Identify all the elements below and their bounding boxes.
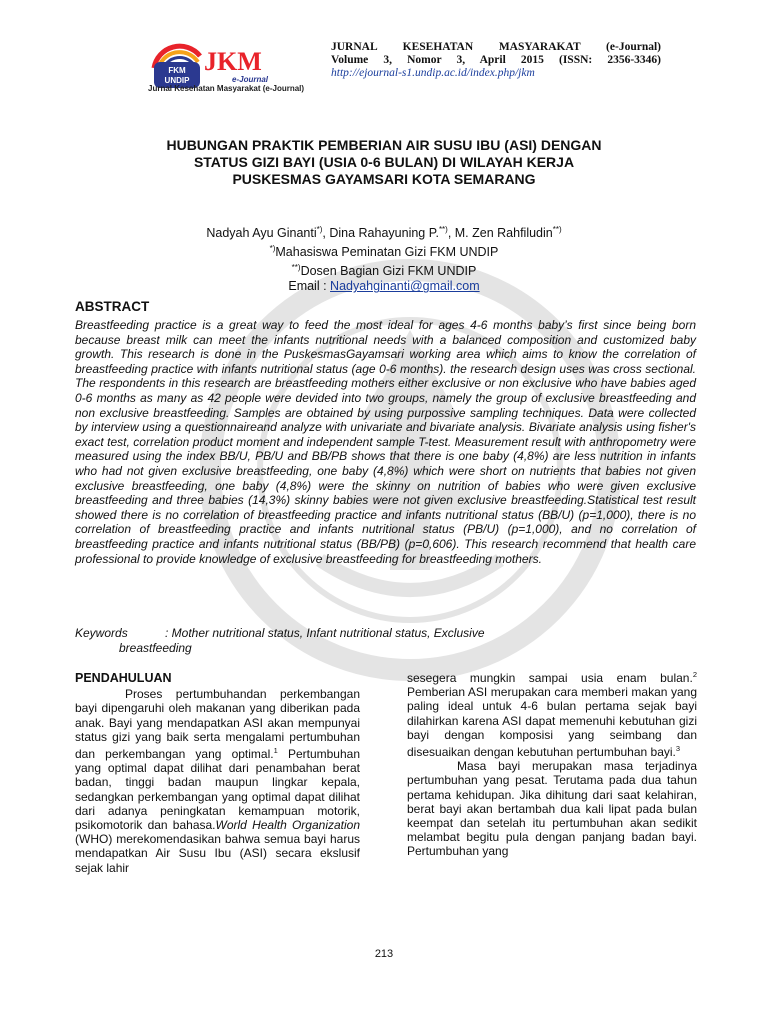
intro-right-paragraph-2: Masa bayi merupakan masa terjadinya pertumbuhan yang pesat. Terutama pada dua tahun pertama kehidupan. Jika dihitung dari saat kelahiran, berat bayi akan bertambah dua kali lipat pada bulan keempat dan setelah itu pertumbuhan akan sedikit melambat begitu pula dengan panjang badan bayi. Pertumbuhan yang	[407, 759, 697, 859]
author-3-mark: **)	[552, 225, 562, 234]
affiliation-2	[100, 260, 668, 279]
citation-2: 2	[692, 670, 697, 679]
logo-ejournal-text: e-Journal	[232, 75, 269, 84]
intro-right-text-b: Pemberian ASI merupakan cara memberi makan yang paling ideal untuk 4-6 bulan pertama sejak bayi dilahirkan karena ASI dapat memenuhi kebutuhan gizi bayi dengan komposisi yang seimbang dan disesuaikan dengan kebutuhan pertumbuhan bayi.	[407, 685, 697, 760]
title-line-1: HUBUNGAN PRAKTIK PEMBERIAN AIR SUSU IBU (ASI) DENGAN	[166, 137, 602, 153]
intro-right-column	[407, 668, 697, 859]
intro-left-text-c: (WHO) merekomendasikan bahwa semua bayi harus mendapatkan Air Susu Ibu (ASI) secara ekslusif sejak lahir	[75, 832, 360, 875]
logo-fkm-text: FKM	[168, 66, 186, 75]
author-1: Nadyah Ayu Ginanti	[206, 226, 317, 241]
journal-name: JURNAL KESEHATAN MASYARAKAT (e-Journal)	[331, 41, 661, 53]
keywords	[75, 626, 696, 655]
author-block	[100, 222, 668, 294]
intro-left-who: World Health Organization	[215, 818, 361, 833]
page-number: 213	[374, 948, 394, 960]
title-line-2: STATUS GIZI BAYI (USIA 0-6 BULAN) DI WILAYAH KERJA	[193, 154, 575, 170]
intro-left-text-a: Proses pertumbuhandan perkembangan bayi dipengaruhi oleh makanan yang diberikan pada anak. Bayi yang mendapatkan ASI akan mempunyai status gizi yang baik serta mengalami pertumbuhan dan perkembangan yang optimal.	[75, 687, 360, 762]
keywords-label: Keywords	[75, 626, 128, 640]
logo-jkm-text: JKM	[204, 47, 262, 76]
email-link[interactable]: Nadyahginanti@gmail.com	[330, 279, 480, 294]
keywords-line-1: : Mother nutritional status, Infant nutritional status, Exclusive	[165, 626, 485, 640]
logo-undip-text: UNDIP	[164, 76, 190, 85]
paper-title	[100, 137, 668, 188]
intro-left-text-b: Pertumbuhan yang optimal dapat dilihat dari penambahan berat badan, tinggi badan maupun lingkar kepala, sedangkan perkembangan yang optimal dapat dilihat dari adanya peningkatan kemampuan motorik, psikomotorik dan bahasa.	[75, 747, 360, 833]
affiliation-1-mark: *)	[269, 244, 276, 254]
journal-header	[331, 41, 661, 80]
intro-right-text-a: sesegera mungkin sampai usia enam bulan.	[407, 671, 693, 685]
email-label: Email :	[288, 279, 331, 294]
logo-caption: Jurnal Kesehatan Masyarakat (e-Journal)	[148, 84, 305, 93]
abstract-heading: ABSTRACT	[75, 299, 150, 314]
intro-left-paragraph	[75, 687, 360, 875]
author-3: , M. Zen Rahfiludin	[447, 226, 553, 241]
author-names	[100, 222, 668, 241]
keywords-line-2: breastfeeding	[119, 640, 192, 655]
intro-heading: PENDAHULUAN	[75, 671, 172, 685]
author-2-mark: **)	[438, 225, 448, 234]
intro-left-column	[75, 671, 360, 875]
affiliation-2-text: Dosen Bagian Gizi FKM UNDIP	[300, 264, 477, 279]
journal-url-link[interactable]: http://ejournal-s1.undip.ac.id/index.php/jkm	[331, 67, 535, 79]
affiliation-2-mark: **)	[291, 263, 301, 273]
abstract-body: Breastfeeding practice is a great way to feed the most ideal for ages 4-6 months baby’s first since being born because breast milk can meet the infants nutritional needs with a balanced composition and customized baby growth. This research is done in the PuskesmasGayamsari working area which aims to know the correlation of breastfeeding practice with infants nutritional status (age 0-6 months). the research design uses was cross sectional. The respondents in this research are breastfeeding mothers either exclusive or non exclusive who have babies aged 0-6 months as many as 42 people were devided into two groups, namely the group of exclusive breastfeeding and non exclusive breastfeeding. Samples are obtained by using purpossive sampling techniques. Data were collected by interview using a questionnaireand analyze with univariate and bivariate analysis. Bivariate analysis using fisher's exact test, correlation product moment and independent sample T-test. Measurement result with anthropometry were measured using the index BB/U, PB/U and BB/PB shows that there is one baby (4,8%) are less nutrition in infants who had not given exclusive breastfeeding, one baby (4,8%) which were short on nutrients that babies not given exclusive breastfeeding, one baby (4,8%) were the skinny on nutrition of babies who were given exclusive breastfeeding and three babies (14,3%) skinny babies were not given exclusive breastfeeding.Statistical test result showed there is no correlation of breastfeeding practice and infants nutritional status (BB/U) (p=1,000), there is no correlation of breastfeeding practice and infants nutritional status (PB/U) (p=1,000), and no correlation of breastfeeding practice and infants nutritional status (BB/PB) (p=0,606). This research recommend that health care professional to provide knowledge of exclusive breastfeeding for breastfeeding mothers.	[75, 318, 696, 566]
author-2: , Dina Rahayuning P.	[322, 226, 439, 241]
title-line-3: PUSKESMAS GAYAMSARI KOTA SEMARANG	[232, 171, 536, 187]
email-line	[100, 279, 668, 294]
intro-right-paragraph-1	[407, 668, 697, 759]
author-1-mark: *)	[316, 225, 323, 234]
affiliation-1-text: Mahasiswa Peminatan Gizi FKM UNDIP	[275, 245, 499, 260]
citation-3: 3	[675, 744, 681, 754]
citation-1: 1	[273, 746, 278, 756]
journal-volume: Volume 3, Nomor 3, April 2015 (ISSN: 2356-3346)	[331, 54, 661, 66]
affiliation-1	[100, 241, 668, 260]
